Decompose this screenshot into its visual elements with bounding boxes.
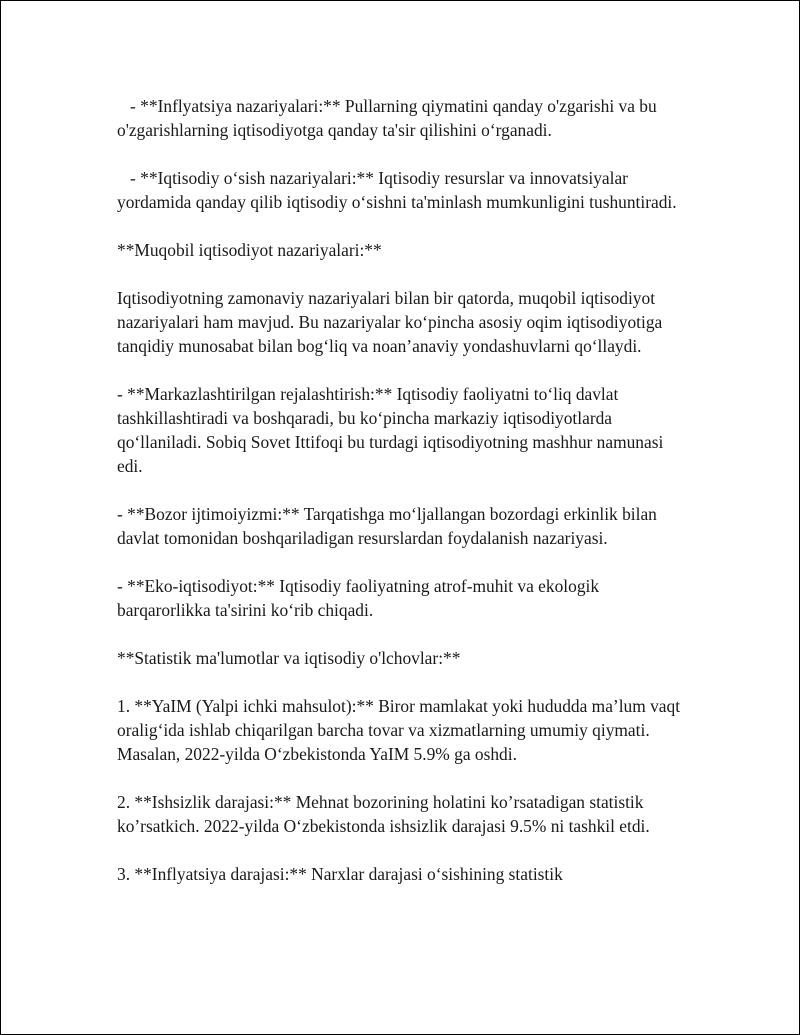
paragraph-unemployment: 2. **Ishsizlik darajasi:** Mehnat bozorining holatini ko’rsatadigan statistik ko’rsatkich. 2022-yilda O‘zbekistonda ishsizlik darajasi 9.5% ni tashkil etdi. — [117, 792, 650, 836]
paragraph-inflation-rate: 3. **Inflyatsiya darajasi:** Narxlar darajasi o‘sishining statistik — [117, 864, 563, 884]
paragraph-inflation-theories: - **Inflyatsiya nazariyalari:** Pullarning qiymatini qanday o'zgarishi va bu o'zgarishlarning iqtisodiyotga qanday ta'sir qilishini o‘rganadi. — [117, 96, 662, 140]
section-heading-alternative-theories: **Muqobil iqtisodiyot nazariyalari:** — [117, 240, 382, 260]
paragraph-gdp: 1. **YaIM (Yalpi ichki mahsulot):** Biror mamlakat yoki hududda ma’lum vaqt oralig‘ida ishlab chiqarilgan barcha tovar va xizmatlarning umumiy qiymati. Masalan, 2022-yilda O‘zbekistonda YaIM 5.9% ga oshdi. — [117, 696, 685, 764]
paragraph-growth-theories: - **Iqtisodiy o‘sish nazariyalari:** Iqtisodiy resurslar va innovatsiyalar yordamida qanday qilib iqtisodiy o‘sishni ta'minlash mumkunligini tushuntiradi. — [117, 168, 677, 212]
document-body — [117, 94, 687, 886]
paragraph-market-socialism: - **Bozor ijtimoiyizmi:** Tarqatishga mo‘ljallangan bozordagi erkinlik bilan davlat tomonidan boshqariladigan resurslardan foydalanish nazariyasi. — [117, 504, 662, 548]
paragraph-central-planning: - **Markazlashtirilgan rejalashtirish:** Iqtisodiy faoliyatni to‘liq davlat tashkillashtiradi va boshqaradi, bu ko‘pincha markaziy iqtisodiyotlarda qo‘llaniladi. Sobiq Sovet Ittifoqi bu turdagi iqtisodiyotning mashhur namunasi edi. — [117, 384, 668, 476]
section-heading-statistics: **Statistik ma'lumotlar va iqtisodiy o'lchovlar:** — [117, 648, 461, 668]
paragraph-alternative-intro: Iqtisodiyotning zamonaviy nazariyalari bilan bir qatorda, muqobil iqtisodiyot nazariyalari ham mavjud. Bu nazariyalar ko‘pincha asosiy oqim iqtisodiyotiga tanqidiy munosabat bilan bog‘liq va noan’anaviy yondashuvlarni qo‘llaydi. — [117, 288, 667, 356]
paragraph-eco-economics: - **Eko-iqtisodiyot:** Iqtisodiy faoliyatning atrof-muhit va ekologik barqarorlikka ta'sirini ko‘rib chiqadi. — [117, 576, 604, 620]
